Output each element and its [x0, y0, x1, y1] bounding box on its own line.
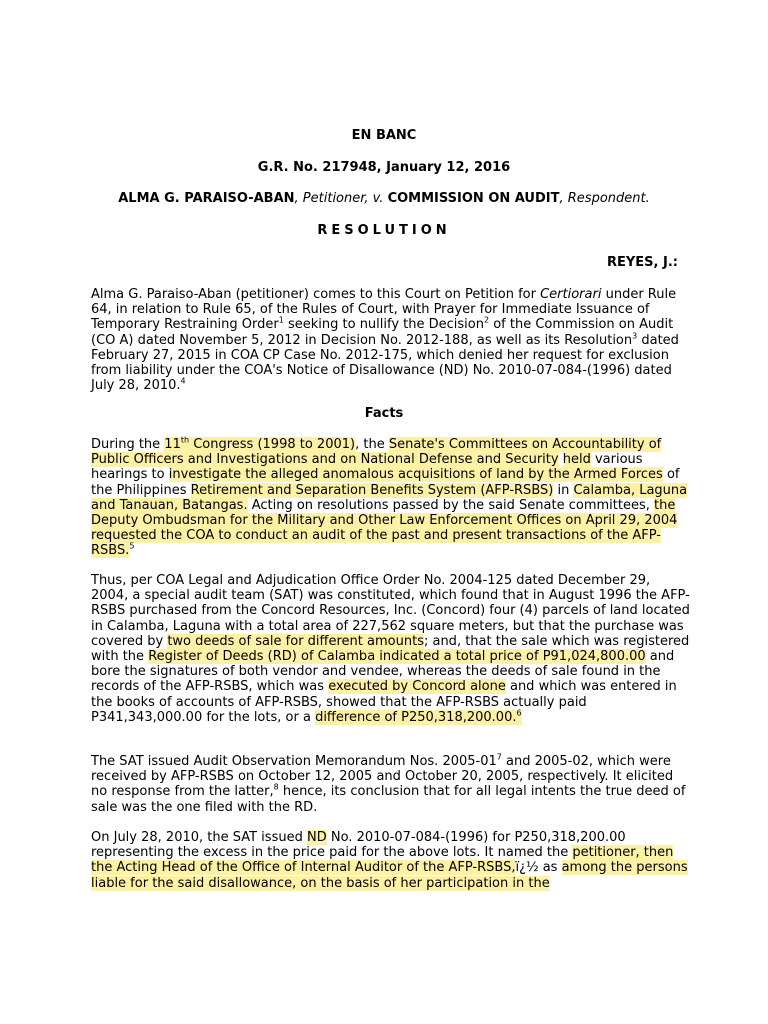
footnote-ref[interactable]: 3 — [632, 331, 638, 341]
court-division: EN BANC — [351, 128, 417, 143]
text-run: 11 — [164, 437, 181, 452]
text-run: Thus, per COA Legal and Adjudication Office Order No. 2004-125 dated December 29, 2004, a special audit team (SAT) was constituted, which found that in August 1996 the AFP-RSBS purchased from the Concord Resources, Inc. (Concord) four (4) parcels of land located in Calamba, Laguna with a total area of 227,562 square meters, but that the purchase was covered by — [91, 573, 690, 649]
highlight: investigate the alleged anomalous acquisitions of land by the Armed Forces — [168, 467, 663, 483]
text-run: hence, its conclusion that for all legal intents the true deed of sale was the one filed with the RD. — [91, 784, 686, 815]
text-run: of the Commission on Audit (CO A) dated November 5, 2012 in Decision No. 2012-188, as well as its Resolution — [91, 317, 674, 348]
highlight: Register of Deeds (RD) of Calamba indicated a total price of P91,024,800.00 — [148, 649, 646, 665]
paragraph-intro — [91, 287, 691, 393]
ordinal-suffix: th — [180, 435, 190, 445]
case-number: G.R. No. 217948, January 12, 2016 — [257, 160, 511, 175]
case-parties — [0, 191, 768, 206]
highlight: ND — [306, 830, 327, 845]
text-run: ; and, that the sale which was registered with the — [91, 633, 690, 665]
highlight — [164, 437, 355, 452]
text-run: various hearings to — [91, 452, 643, 483]
paragraph-facts-3 — [91, 754, 691, 815]
text-run: dated February 27, 2015 in COA CP Case No. 2012-175, which denied her request for exclusion from liability under the COA's Notice of Disallowance (ND) No. 2010-07-084-(1996) dated July 28, 2010. — [91, 332, 679, 394]
paragraph-facts-2 — [91, 573, 691, 725]
text-run: During the — [91, 437, 165, 452]
text-run: in — [553, 482, 574, 498]
paragraph-facts-4 — [91, 830, 691, 891]
highlight: two deeds of sale for different amounts — [167, 633, 424, 649]
text-run: and bore the signatures of both vendor and vendee, whereas the deeds of sale found in the records of the AFP-RSBS, which was — [91, 649, 675, 695]
footnote-ref[interactable]: 2 — [484, 316, 490, 326]
text-run: ï¿½ as — [515, 860, 562, 876]
text-run: Alma G. Paraiso-Aban (petitioner) comes to this Court on Petition for — [91, 287, 541, 302]
highlight: Senate's Committees on Accountability of Public Officers and Investigations and on National Defense and Security — [91, 437, 662, 468]
ponente: REYES, J.: — [607, 255, 678, 270]
petitioner-name: ALMA G. PARAISO-ABAN — [118, 191, 295, 206]
text-run: On July 28, 2010, the SAT issued — [91, 830, 307, 845]
footnote-ref[interactable]: 5 — [129, 542, 135, 552]
respondent-name: COMMISSION ON AUDIT — [387, 191, 560, 206]
highlight — [315, 710, 522, 725]
footnote-ref[interactable]: 8 — [273, 783, 279, 793]
text-run: , the — [355, 437, 389, 452]
highlight: held — [562, 452, 591, 468]
footnote-ref[interactable]: 6 — [516, 708, 522, 718]
text-run: and which was entered in the books of accounts of AFP-RSBS, showed that the AFP-RSBS actually paid P341,343,000.00 for the lots, or a — [91, 679, 677, 725]
highlight: among the persons liable for the said disallowance, on the basis of her participation in the — [91, 860, 688, 891]
footnote-ref[interactable]: 7 — [496, 752, 502, 762]
footnote-ref[interactable]: 1 — [278, 316, 284, 326]
text-run: under Rule 64, in relation to Rule 65, of the Rules of Court, with Prayer for Immediate Issuance of Temporary Restraining Order — [91, 287, 677, 333]
text-run: and 2005-02, which were received by AFP-RSBS on October 12, 2005 and October 20, 2005, respectively. It elicited no response from the latter, — [91, 754, 674, 800]
highlight: Retirement and Separation Benefits System (AFP-RSBS) — [190, 482, 554, 498]
respondent-role: , Respondent. — [559, 191, 650, 206]
text-run: The SAT issued Audit Observation Memorandum Nos. 2005-01 — [91, 754, 497, 769]
petitioner-role: , Petitioner, — [294, 191, 373, 206]
text-run: of the Philippines — [91, 467, 680, 498]
text-run: seeking to nullify the Decision — [283, 317, 484, 333]
text-run: difference of P250,318,200.00. — [315, 709, 517, 725]
text-run: Congress (1998 to 2001) — [189, 437, 356, 452]
highlight: executed by Concord alone — [328, 679, 506, 695]
versus: v. — [372, 191, 384, 206]
highlight: Calamba, Laguna and Tanauan, Batangas. — [91, 482, 688, 513]
section-heading-facts: Facts — [364, 406, 404, 421]
paragraph-facts-1 — [91, 437, 691, 559]
highlight: petitioner, then the Acting Head of the Office of Internal Auditor of the AFP-RSBS, — [91, 845, 674, 876]
highlight: the Deputy Ombudsman for the Military and Other Law Enforcement Offices on April 29, 2004 requested the COA to conduct an audit of the past and present transactions of the AFP-RSBS. — [91, 497, 678, 559]
footnote-ref[interactable]: 4 — [180, 376, 186, 386]
text-run: No. 2010-07-084-(1996) for P250,318,200.00 representing the excess in the price paid for the above lots. It named the — [91, 830, 626, 861]
text-run: Acting on resolutions passed by the said Senate committees, — [247, 497, 654, 513]
text-run-italic: Certiorari — [540, 287, 602, 302]
document-type: RESOLUTION — [317, 223, 451, 238]
